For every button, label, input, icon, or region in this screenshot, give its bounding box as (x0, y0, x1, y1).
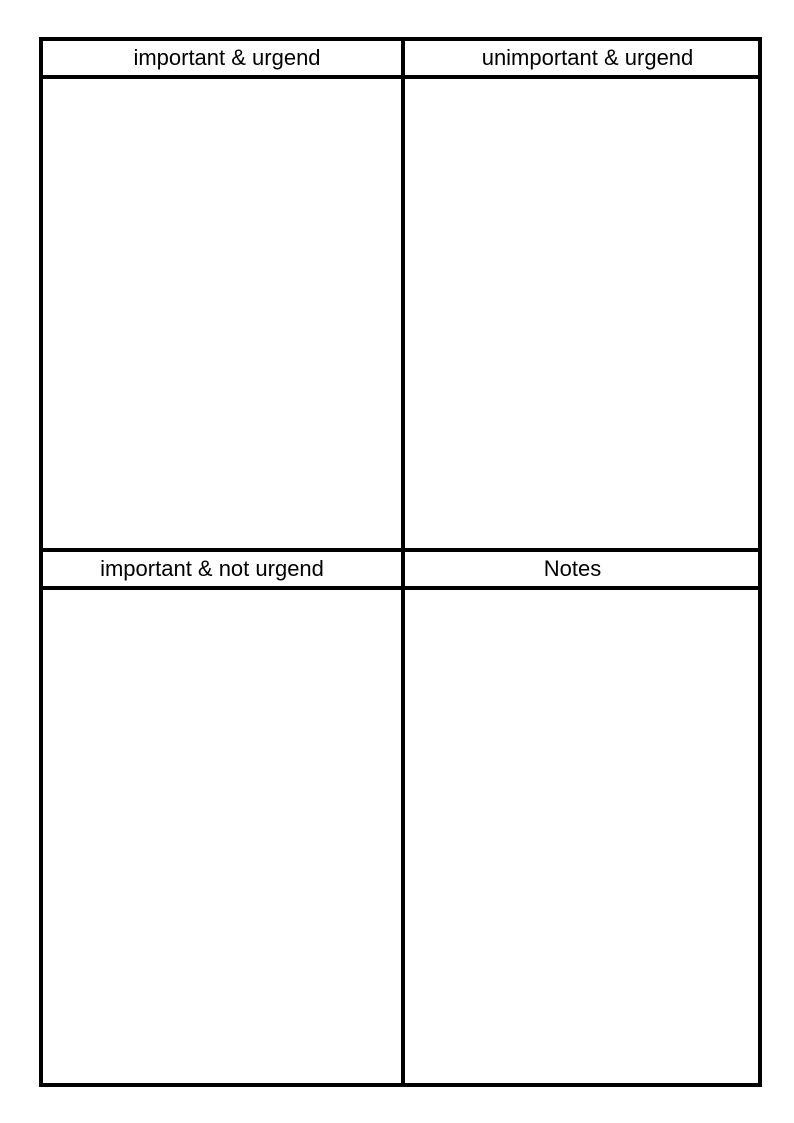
quadrant-writing-area[interactable] (405, 590, 758, 1083)
quadrant-title: Notes (543, 556, 602, 581)
quadrant-title: important & not urgend (100, 556, 324, 581)
quadrant-writing-area[interactable] (405, 79, 758, 548)
priority-matrix (39, 37, 762, 1087)
quadrant-unimportant-urgent (405, 41, 758, 552)
quadrant-header (405, 41, 758, 79)
quadrant-important-urgent (43, 41, 405, 552)
quadrant-writing-area[interactable] (43, 590, 401, 1083)
quadrant-header (43, 41, 401, 79)
quadrant-title: important & urgend (133, 45, 321, 70)
quadrant-notes (405, 552, 758, 1083)
quadrant-important-not-urgent (43, 552, 405, 1083)
quadrant-writing-area[interactable] (43, 79, 401, 548)
quadrant-header (405, 552, 758, 590)
quadrant-header (43, 552, 401, 590)
quadrant-title: unimportant & urgend (481, 45, 694, 70)
